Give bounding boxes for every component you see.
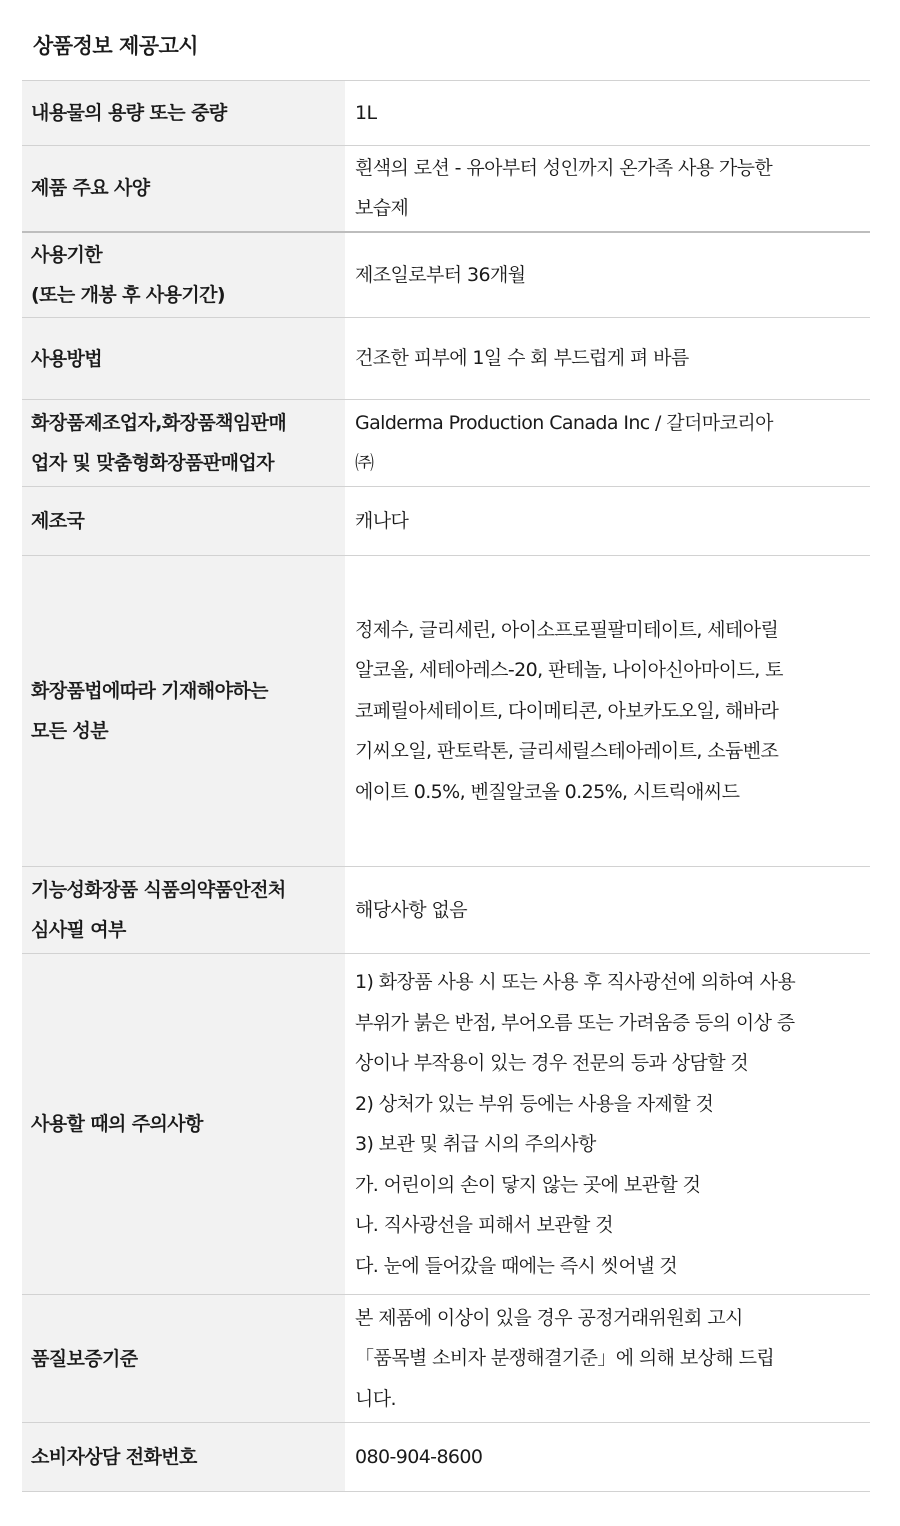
table-row [22, 487, 870, 556]
table-row [22, 556, 870, 867]
table-row [22, 1295, 870, 1423]
row-value-phone: 080-904-8600 [355, 1445, 483, 1468]
row-label-volume: 내용물의 용량 또는 중량 [22, 81, 345, 146]
row-label-usage: 사용방법 [22, 318, 345, 400]
row-label-ingredients: 화장품법에따라 기재해야하는 모든 성분 [22, 556, 345, 867]
notice-title: 상품정보 제공고시 [33, 34, 199, 58]
row-label-precautions: 사용할 때의 주의사항 [22, 954, 345, 1295]
row-value-country: 캐나다 [355, 509, 409, 532]
row-label-expiry: 사용기한 (또는 개봉 후 사용기간) [22, 232, 345, 318]
row-label-manufacturer: 화장품제조업자,화장품책임판매 업자 및 맞춤형화장품판매업자 [22, 400, 345, 487]
table-row [22, 1423, 870, 1492]
row-value-expiry: 제조일로부터 36개월 [355, 263, 526, 286]
product-info-table [22, 80, 870, 1492]
row-value-precautions: 1) 화장품 사용 시 또는 사용 후 직사광선에 의하여 사용 부위가 붉은 반점, 부어오름 또는 가려움증 등의 이상 증 상이나 부작용이 있는 경우 전문의 등과 상담할 것 2) 상처가 있는 부위 등에는 사용을 자제할 것 3) 보관 및 취급 시의 주의사항 가. 어린이의 손이 닿지 않는 곳에 보관할 것 나. 직사광선을 피해서 보관할 것 다. 눈에 들어갔을 때에는 즉시 씻어낼 것 [355, 971, 796, 1277]
table-row [22, 400, 870, 487]
table-row [22, 81, 870, 146]
table-row [22, 232, 870, 318]
row-label-quality-guarantee: 품질보증기준 [22, 1295, 345, 1423]
table-row [22, 318, 870, 400]
row-label-phone: 소비자상담 전화번호 [22, 1423, 345, 1492]
table-row [22, 954, 870, 1295]
row-value-main-spec: 흰색의 로션 - 유아부터 성인까지 온가족 사용 가능한 보습제 [355, 156, 773, 220]
row-value-quality-guarantee: 본 제품에 이상이 있을 경우 공정거래위원회 고시 「품목별 소비자 분쟁해결기준」에 의해 보상해 드립 니다. [355, 1306, 775, 1410]
row-value-ingredients: 정제수, 글리세린, 아이소프로필팔미테이트, 세테아릴 알코올, 세테아레스-20, 판테놀, 나이아신아마이드, 토 코페릴아세테이트, 다이메티콘, 아보카도오일, 해바라 기씨오일, 판토락톤, 글리세릴스테아레이트, 소듐벤조 에이트 0.5%, 벤질알코올 0.25%, 시트릭애씨드 [355, 618, 783, 803]
row-label-country: 제조국 [22, 487, 345, 556]
table-row [22, 867, 870, 954]
row-value-usage: 건조한 피부에 1일 수 회 부드럽게 펴 바름 [355, 347, 689, 370]
row-value-manufacturer: Galderma Production Canada Inc / 갈더마코리아 ㈜ [355, 411, 773, 474]
row-value-functional-review: 해당사항 없음 [355, 898, 467, 921]
table-row [22, 146, 870, 232]
row-label-main-spec: 제품 주요 사양 [22, 146, 345, 232]
row-label-functional-review: 기능성화장품 식품의약품안전처 심사필 여부 [22, 867, 345, 954]
row-value-volume: 1L [355, 101, 377, 124]
